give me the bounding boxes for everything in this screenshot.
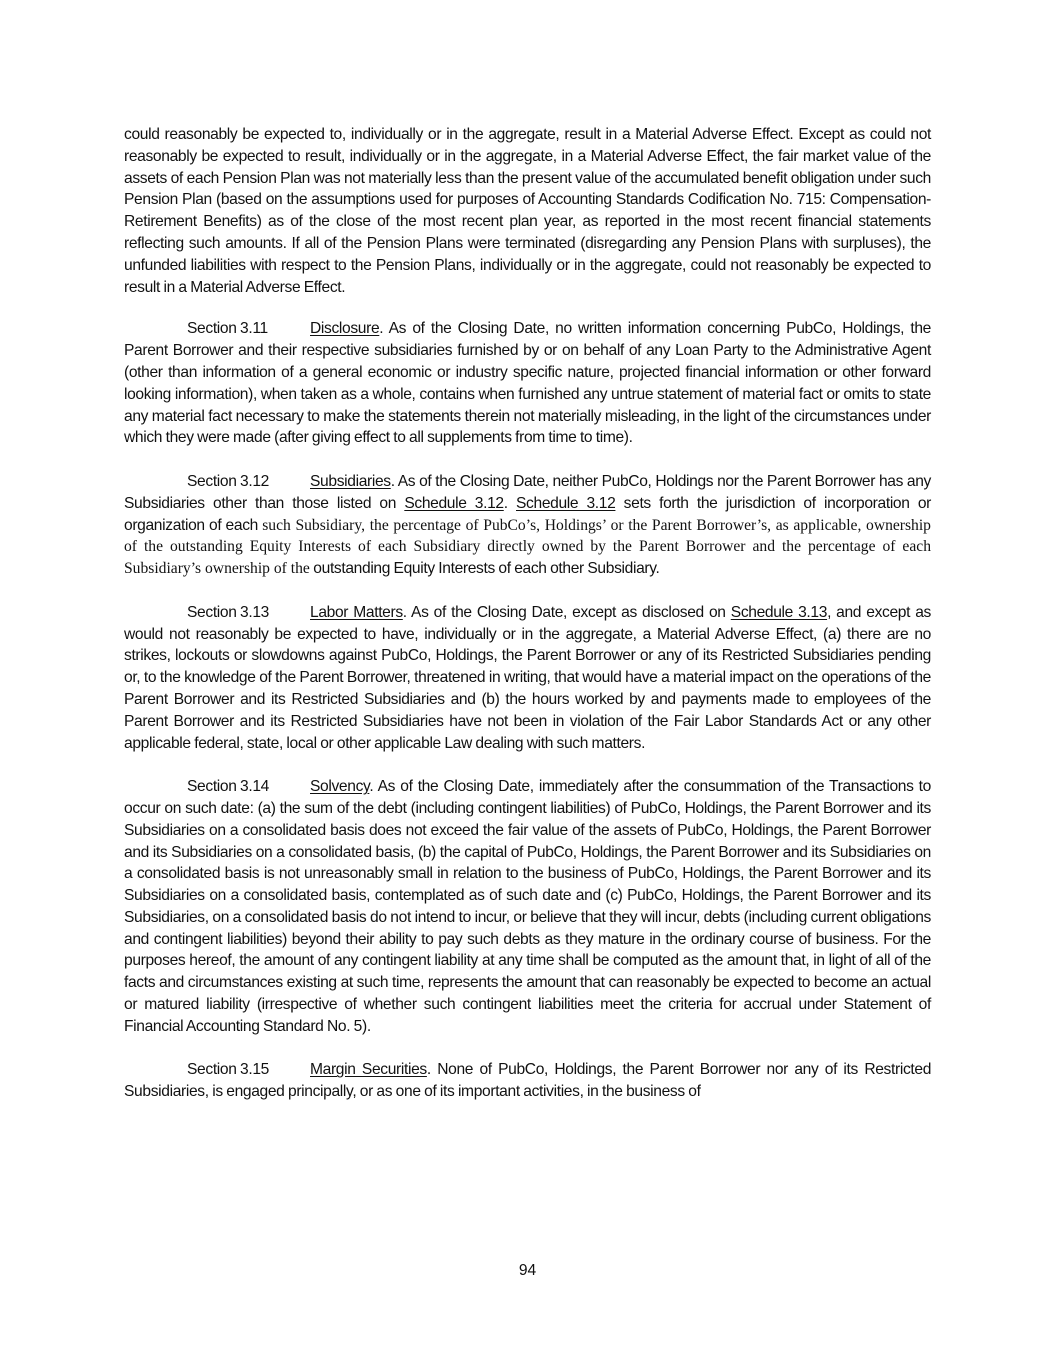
intro-paragraph: could reasonably be expected to, individually or in the aggregate, result in a Material Adverse Effect. Except as could not reasonably be expected to result, individually or in the aggregate, in a Material Adverse Effect, the fair market value of the assets of each Pension Plan was not materially less than the present value of the accumulated benefit obligation under such Pension Plan (based on the assumptions used for purposes of Accounting Standards Codification No. 715: Compensation-Retirement Benefits) as of the close of the most recent plan year, as reported in the most recent financial statements reflecting such amounts. If all of the Pension Plans were terminated (disregarding any Pension Plans with surpluses), the unfunded liabilities with respect to the Pension Plans, individually or in the aggregate, could not reasonably be expected to result in a Material Adverse Effect.: [124, 126, 931, 296]
section-body: sets forth the jurisdiction of incorporation or organization of each: [124, 494, 931, 534]
section-body: . As of the Closing Date, except as disclosed on: [402, 603, 731, 621]
section-heading: Solvency: [310, 778, 370, 796]
document-page: [124, 124, 931, 1125]
section-body: . As of the Closing Date, immediately after the consummation of the Transactions to occur on such date: (a) the sum of the debt (including contingent liabilities) of PubCo, Holdings, the Parent Borrower and its Subsidiaries on a consolidated basis does not exceed the fair value of the assets of PubCo, Holdings, the Parent Borrower and its Subsidiaries on a consolidated basis, (b) the capital of PubCo, Holdings, the Parent Borrower and its Subsidiaries on a consolidated basis is not unreasonably small in relation to the business of PubCo, Holdings, the Parent Borrower and its Subsidiaries on a consolidated basis, contemplated as of such date and (c) PubCo, Holdings, the Parent Borrower and its Subsidiaries, on a consolidated basis do not intend to incur, or believe that they will incur, debts (including current obligations and contingent liabilities) beyond their ability to pay such debts as they mature in the ordinary course of business. For the purposes hereof, the amount of any contingent liability at any time shall be computed as the amount that, in light of all of the facts and circumstances existing at such time, represents the amount that can reasonably be expected to become an actual or matured liability (irrespective of whether such contingent liabilities meet the criteria for accrual under Statement of Financial Accounting Standard No. 5).: [124, 778, 931, 1035]
section-body: . As of the Closing Date, neither PubCo, Holdings nor the Parent Borrower has any Subsidiaries other than those listed on: [124, 472, 931, 512]
section-heading: Labor Matters: [310, 603, 403, 621]
section-heading: Margin Securities: [310, 1061, 427, 1079]
section-number: Section 3.11: [187, 320, 268, 338]
section-number: Section 3.13: [187, 603, 269, 621]
section-body: , and except as would not reasonably be expected to have, individually or in the aggregate, a Material Adverse Effect, (a) there are no strikes, lockouts or slowdowns against PubCo, Holdings, the Parent Borrower or any of its Restricted Subsidiaries pending or, to the knowledge of the Parent Borrower, threatened in writing, that would have a material impact on the operations of the Parent Borrower and its Restricted Subsidiaries and (b) the hours worked by and payments made to employees of the Parent Borrower and its Restricted Subsidiaries have not been in violation of the Fair Labor Standards Act or any other applicable federal, state, local or other applicable Law dealing with such matters.: [124, 603, 931, 752]
section-body: .: [503, 494, 516, 512]
section-3-11: [124, 318, 931, 449]
schedule-reference: Schedule 3.13: [730, 603, 828, 621]
section-body: . None of PubCo, Holdings, the Parent Borrower nor any of its Restricted Subsidiaries, is engaged principally, or as one of its important activities, in the business of: [124, 1061, 932, 1101]
section-body: outstanding Equity Interests of each other Subsidiary.: [309, 560, 660, 578]
schedule-reference: Schedule 3.12: [516, 494, 616, 512]
section-3-13: [124, 602, 931, 755]
section-body-serif: such Subsidiary, the percentage of PubCo’s, Holdings’ or the Parent Borrower’s, as applicable, ownership of the outstanding Equity Interests of each Subsidiary directly owned by the Parent Borrower and the percentage of each Subsidiary’s ownership of the: [124, 516, 931, 578]
section-heading: Disclosure: [310, 320, 380, 338]
section-number: Section 3.15: [187, 1061, 269, 1079]
section-heading: Subsidiaries: [310, 472, 391, 490]
section-3-12: [124, 471, 931, 580]
section-3-14: [124, 776, 931, 1038]
section-3-15: [124, 1059, 931, 1103]
section-number: Section 3.14: [187, 778, 269, 796]
schedule-reference: Schedule 3.12: [404, 494, 504, 512]
page-number: 94: [518, 1262, 537, 1279]
section-number: Section 3.12: [187, 472, 269, 490]
section-body: . As of the Closing Date, no written information concerning PubCo, Holdings, the Parent Borrower and their respective subsidiaries furnished by or on behalf of any Loan Party to the Administrative Agent (other than information of a general economic or industry specific nature, projected financial information or other forward looking information), when taken as a whole, contains when furnished any untrue statement of material fact or omits to state any material fact necessary to make the statements therein not materially misleading, in the light of the circumstances under which they were made (after giving effect to all supplements from time to time).: [124, 320, 931, 447]
